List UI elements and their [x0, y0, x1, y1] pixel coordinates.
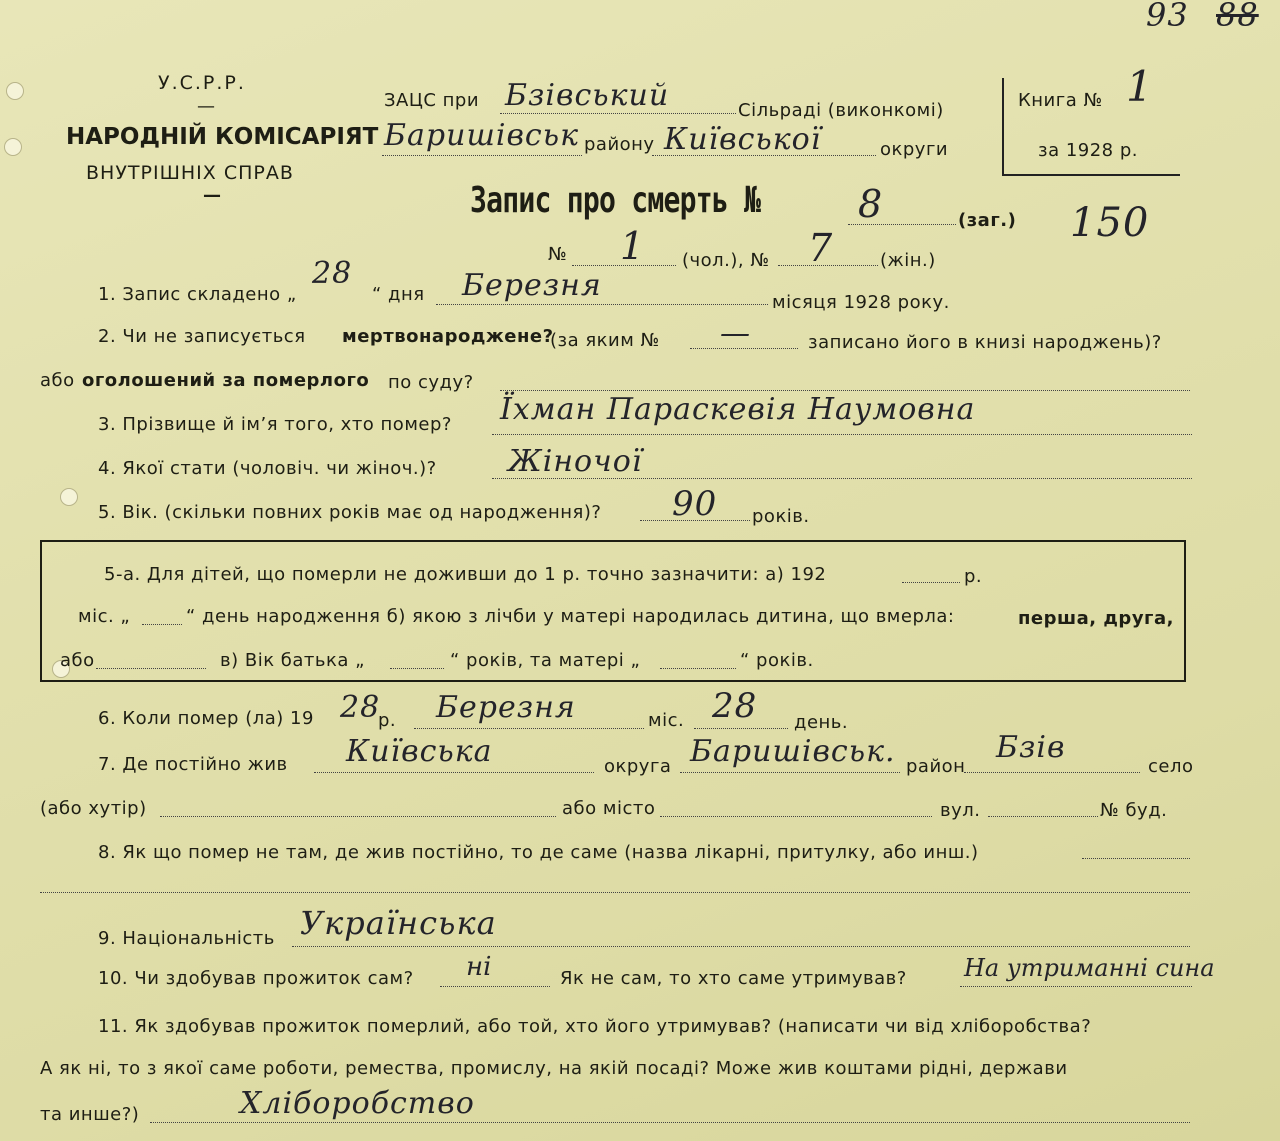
book-year: за 1928 р.: [1038, 140, 1139, 161]
q3-label: 3. Прізвище й ім’я того, хто помер?: [98, 414, 452, 435]
zags-label: ЗАЦС при: [384, 90, 480, 111]
book-number: 1: [1126, 62, 1154, 111]
village-council-value: Бзівський: [505, 78, 670, 113]
q7-prefix: 7. Де постійно жив: [98, 754, 288, 775]
village-council-label: Сільраді (виконкомі): [738, 100, 944, 121]
record-number: 8: [858, 182, 884, 226]
q5a-line2: “ день народження б) якою з лічби у матері народилась дитина, що вмерла:: [186, 606, 955, 627]
q11-line2: А як ні, то з якої саме роботи, ремества, промислу, на якій посаді? Може жив коштами рідні, держави: [40, 1058, 1068, 1079]
q8-label: 8. Як що помер не там, де жив постійно, то де саме (назва лікарні, притулку, або инш.): [98, 842, 979, 863]
q1-month: Березня: [462, 268, 602, 303]
q2-stillborn: мертвонароджене?: [342, 326, 554, 347]
q10-label: 10. Чи здобував прожиток сам?: [98, 968, 414, 989]
page-number-old: 88: [1216, 0, 1259, 34]
q7-raion: Баришівськ.: [690, 734, 896, 769]
q5a-line2-options: перша, друга,: [1018, 608, 1174, 629]
q7-okruha: Київська: [346, 734, 493, 769]
district-value: Баришівськ: [384, 118, 579, 153]
q2-which: (за яким №: [550, 330, 660, 351]
q5a-line1: 5-а. Для дітей, що померли не доживши до 1 р. точно зазначити: а) 192: [104, 564, 827, 585]
q6-month-label: міс.: [648, 710, 685, 731]
divider-dash-2: —: [203, 185, 222, 206]
q9-nationality: Українська: [300, 904, 497, 942]
q7b-khutir: (або хутір): [40, 798, 147, 819]
q6-year: 28: [340, 690, 381, 725]
q2b-declared: оголошений за померлого: [82, 370, 370, 391]
okruha-value: Київської: [664, 122, 822, 157]
q5a-line1-suffix: р.: [964, 566, 983, 587]
q10-who-label: Як не сам, то хто саме утримував?: [560, 968, 907, 989]
record-title: Запис про смерть №: [470, 180, 761, 221]
q3-name: Їхман Параскевія Наумовна: [500, 392, 976, 427]
q7-okruha-label: округа: [604, 756, 672, 777]
male-label: (чол.), №: [682, 250, 770, 271]
q1-day-suffix: “ дня: [372, 284, 425, 305]
q4-sex: Жіночої: [508, 444, 643, 479]
punch-hole-1: [6, 82, 24, 100]
female-number: 7: [808, 226, 834, 270]
divider-dash: —: [197, 96, 216, 117]
okruha-label: округи: [880, 139, 949, 160]
total-label: (заг.): [958, 210, 1017, 231]
q5a-line2-prefix: міс. „: [78, 606, 131, 627]
book-label: Книга №: [1018, 90, 1103, 111]
commissariat-title: НАРОДНІЙ КОМІСАРІЯТ: [66, 124, 379, 150]
q9-label: 9. Національність: [98, 928, 275, 949]
q10-supporter: На утриманні сина: [964, 954, 1215, 982]
q2-suffix: записано його в книзі народжень)?: [808, 332, 1162, 353]
q11-line3: та инше?): [40, 1104, 140, 1125]
q5a-mother-age: “ років, та матері „: [450, 650, 641, 671]
punch-hole-3: [60, 488, 78, 506]
q7b-street: вул.: [940, 800, 981, 821]
page-number: 93: [1146, 0, 1189, 34]
q6-month: Березня: [436, 690, 576, 725]
q5a-line3-prefix: або: [60, 650, 95, 671]
q2b-suffix: по суду?: [388, 372, 474, 393]
q2-number: —: [720, 316, 751, 351]
q1-day: 28: [312, 256, 353, 291]
q2b-prefix: або: [40, 370, 75, 391]
male-number: 1: [620, 224, 646, 268]
q6-suffix: день.: [794, 712, 849, 733]
q1-prefix: 1. Запис складено „: [98, 284, 297, 305]
district-label: району: [584, 134, 655, 155]
country-title: У.С.Р.Р.: [158, 72, 246, 94]
q10-self: ні: [466, 952, 492, 982]
q5-suffix: років.: [752, 506, 810, 527]
female-label: (жін.): [880, 250, 936, 271]
q1-suffix: місяця 1928 року.: [772, 292, 950, 313]
q5-label: 5. Вік. (скільки повних років має од народження)?: [98, 502, 602, 523]
q2-prefix: 2. Чи не записується: [98, 326, 306, 347]
q6-year-suffix: р.: [378, 710, 397, 731]
q4-label: 4. Якої стати (чоловіч. чи жіноч.)?: [98, 458, 437, 479]
q7-village-label: село: [1148, 756, 1194, 777]
q11-occupation: Хліборобство: [240, 1086, 475, 1121]
q7-raion-label: район: [906, 756, 966, 777]
q7-village: Бзів: [996, 730, 1066, 765]
q6-day: 28: [712, 686, 758, 726]
q7b-city: або місто: [562, 798, 656, 819]
extra-number: 150: [1070, 200, 1150, 246]
q5-age: 90: [672, 484, 718, 524]
q5a-father-age: в) Вік батька „: [220, 650, 365, 671]
commissariat-subtitle: ВНУТРІШНІХ СПРАВ: [86, 162, 294, 184]
q11-line1: 11. Як здобував прожиток померлий, або той, хто його утримував? (написати чи від хліборобства?: [98, 1016, 1092, 1037]
num-label: №: [548, 244, 568, 265]
punch-hole-2: [4, 138, 22, 156]
q7b-house: № буд.: [1100, 800, 1168, 821]
q6-prefix: 6. Коли помер (ла) 19: [98, 708, 314, 729]
q5a-line3-suffix: “ років.: [740, 650, 814, 671]
